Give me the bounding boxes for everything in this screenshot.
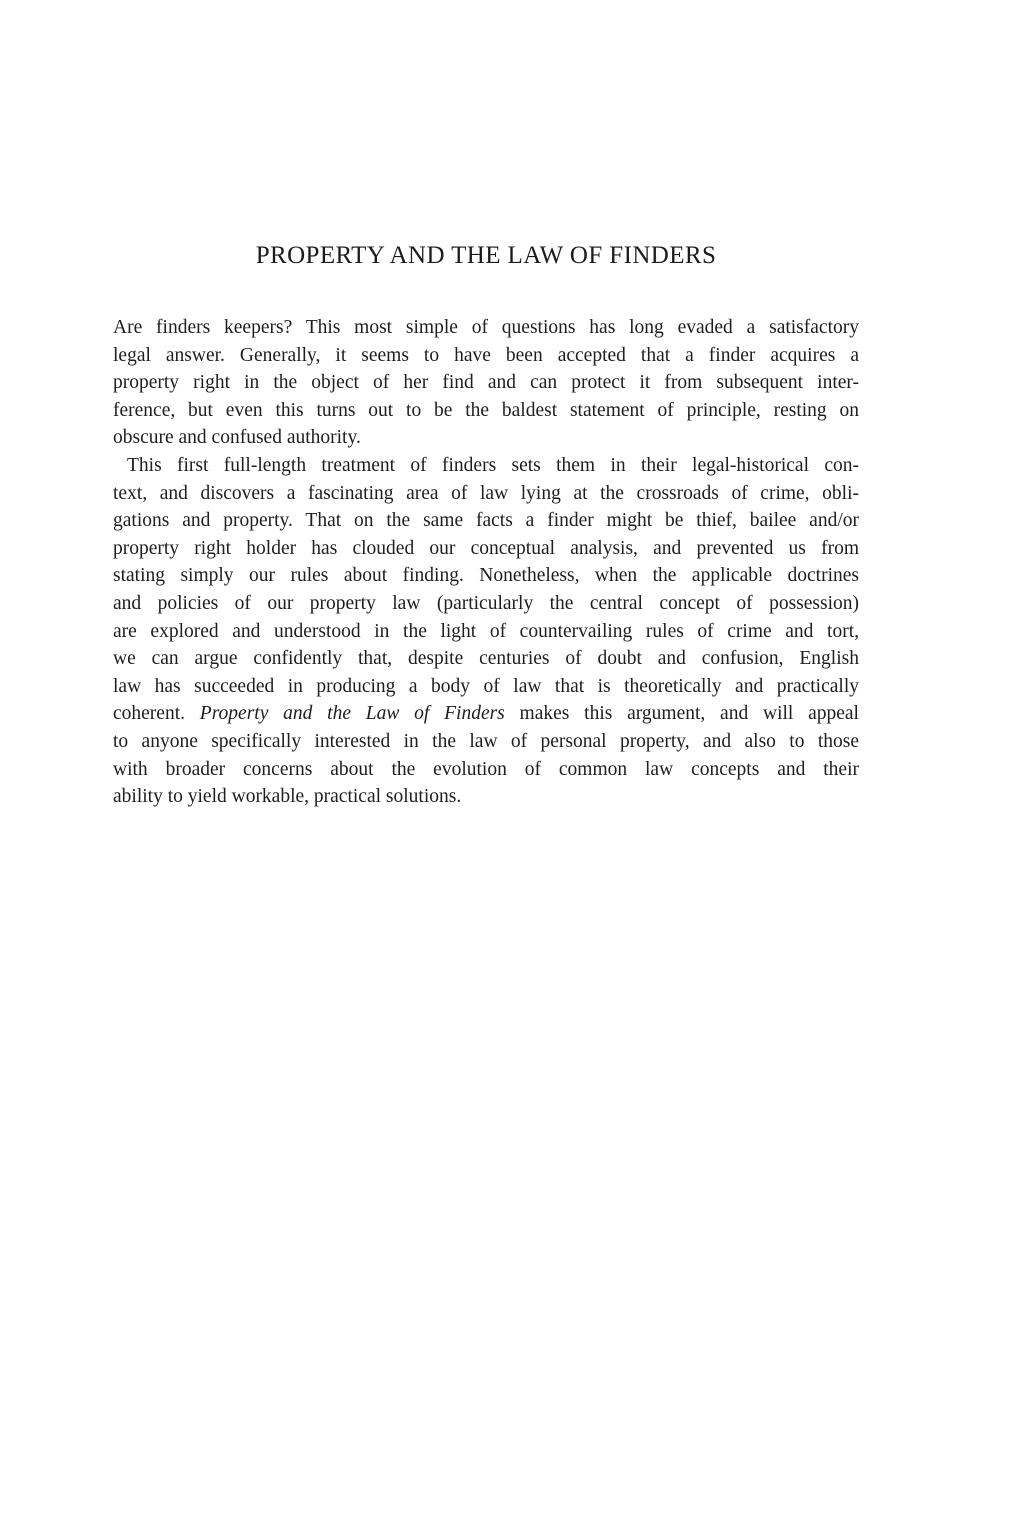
- text-line: ability to yield workable, practical solutions.: [113, 786, 462, 808]
- text-line: law has succeeded in producing a body of law that is theoretically and practically: [113, 675, 859, 697]
- text-segment: coherent.: [113, 703, 200, 725]
- text-line: property right in the object of her find and can protect it from subsequent inter-: [113, 372, 859, 394]
- text-line: legal answer. Generally, it seems to have been accepted that a finder acquires a: [113, 344, 859, 366]
- text-line: Are finders keepers? This most simple of questions has long evaded a satisfactory: [113, 317, 859, 338]
- text-line: gations and property. That on the same facts a finder might be thief, bailee and/or: [113, 510, 859, 532]
- text-line: and policies of our property law (particularly the central concept of possession): [113, 592, 859, 614]
- text-line: ference, but even this turns out to be the baldest statement of principle, resting on: [113, 399, 859, 421]
- text-line: are explored and understood in the light of countervailing rules of crime and tort,: [113, 620, 859, 642]
- book-title-italic: Property and the Law of Finders: [199, 703, 505, 725]
- text-line: obscure and confused authority.: [113, 427, 361, 449]
- text-line: This first full-length treatment of finders sets them in their legal-historical con-: [127, 454, 859, 476]
- page-title: PROPERTY AND THE LAW OF FINDERS: [255, 242, 717, 269]
- text-line: stating simply our rules about finding. Nonetheless, when the applicable doctrines: [113, 565, 859, 587]
- book-description: [113, 314, 859, 811]
- text-line: we can argue confidently that, despite centuries of doubt and confusion, English: [113, 648, 859, 670]
- text-line: with broader concerns about the evolution of common law concepts and their: [113, 758, 859, 780]
- text-line: to anyone specifically interested in the law of personal property, and also to those: [113, 730, 859, 752]
- text-line: text, and discovers a fascinating area of law lying at the crossroads of crime, obli-: [113, 482, 859, 504]
- text-line: [113, 700, 859, 728]
- text-segment: makes this argument, and will appeal: [504, 703, 859, 725]
- text-line: property right holder has clouded our conceptual analysis, and prevented us from: [113, 537, 859, 559]
